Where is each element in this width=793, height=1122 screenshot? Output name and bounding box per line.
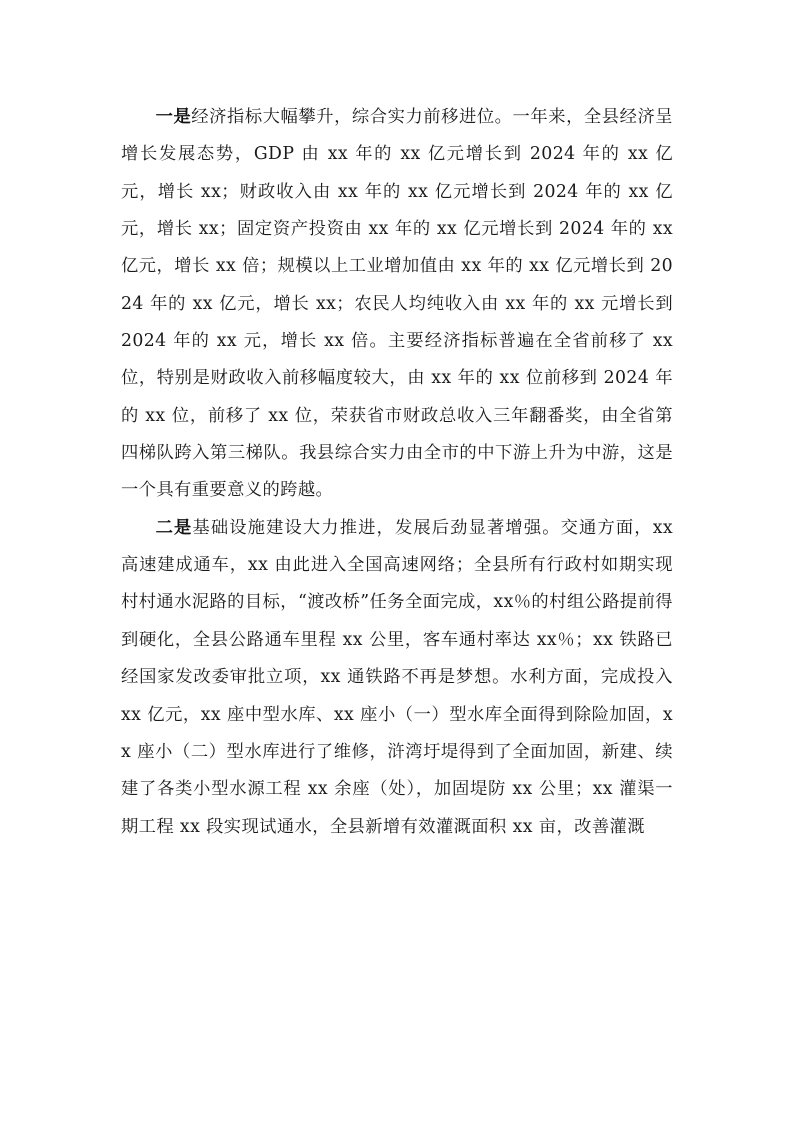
paragraph-lead: 二是 bbox=[155, 517, 193, 538]
paragraph-infrastructure bbox=[121, 510, 673, 846]
paragraph-text: 经济指标大幅攀升，综合实力前移进位。一年来，全县经济呈增长发展态势，GDP 由 xx 年的 xx 亿元增长到 2024 年的 xx 亿元，增长 xx；财政收入由 xx 年的 xx 亿元增长到 2024 年的 xx 亿元，增长 xx；固定资产投资由 xx 年的 xx 亿元增长到 2024 年的 xx 亿元，增长 xx 倍；规模以上工业增加值由 xx 年的 xx 亿元增长到 2024 年的 xx 亿元，增长 xx；农民人均纯收入由 xx 年的 xx 元增长到 2024 年的 xx 元，增长 xx 倍。主要经济指标普遍在全省前移了 xx 位，特别是财政收入前移幅度较大，由 xx 年的 xx 位前移到 2024 年的 xx 位，前移了 xx 位，荣获省市财政总收入三年翻番奖，由全省第四梯队跨入第三梯队。我县综合实力由全市的中下游上升为中游，这是一个具有重要意义的跨越。 bbox=[121, 107, 673, 501]
paragraph-economic-indicators bbox=[121, 99, 673, 510]
paragraph-lead: 一是 bbox=[155, 107, 192, 127]
document-body bbox=[121, 99, 673, 846]
paragraph-text: 基础设施建设大力推进，发展后劲显著增强。交通方面，xx 高速建成通车，xx 由此进入全国高速网络；全县所有行政村如期实现村村通水泥路的目标，“渡改桥”任务全面完成，xx％的村组公路提前得到硬化，全县公路通车里程 xx 公里，客车通村率达 xx％；xx 铁路已经国家发改委审批立项，xx 通铁路不再是梦想。水利方面，完成投入 xx 亿元，xx 座中型水库、xx 座小（一）型水库全面得到除险加固，xx 座小（二）型水库进行了维修，浒湾圩堤得到了全面加固，新建、续建了各类小型水源工程 xx 余座（处），加固堤防 xx 公里；xx 灌渠一期工程 xx 段实现试通水，全县新增有效灌溉面积 xx 亩，改善灌溉 bbox=[121, 517, 673, 837]
